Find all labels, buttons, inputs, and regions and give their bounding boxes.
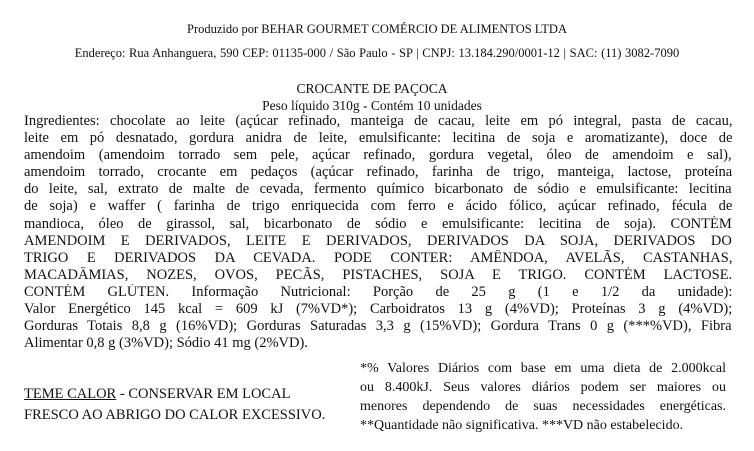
nutrition-line: Valor Energético 145 kcal = 609 kJ (7%VD*); Carboidratos 13 g (4%VD); Proteínas 3 g (4%VD); xyxy=(24,301,732,318)
ingredients-and-nutrition xyxy=(24,113,732,352)
storage-line-1 xyxy=(24,384,344,405)
nutrition-line: CONTÉM GLÚTEN. Informação Nutricional: Porção de 25 g (1 e 1/2 da unidade): xyxy=(24,283,732,300)
allergen-line: MACADÂMIAS, NOZES, OVOS, PECÃS, PISTACHES, SOJA E TRIGO. CONTÉM LACTOSE. xyxy=(24,266,732,283)
heat-warning: TEME CALOR xyxy=(24,386,117,402)
address-line: Endereço: Rua Anhanguera, 590 CEP: 01135-000 / São Paulo - SP | CNPJ: 13.184.290/0001-12 | SAC: (11) 3082-7090 xyxy=(74,46,680,60)
storage-instructions xyxy=(24,384,344,426)
producer-line: Produzido por BEHAR GOURMET COMÉRCIO DE ALIMENTOS LTDA xyxy=(187,22,567,36)
nutrition-line: Gorduras Totais 8,8 g (16%VD); Gorduras Saturadas 3,3 g (15%VD); Gordura Trans 0 g (***%VD), Fibra xyxy=(24,318,732,335)
ingredients-line: amendoim (amendoim torrado sem pele, açúcar refinado, gordura vegetal, óleo de amendoim e sal), xyxy=(24,147,732,164)
footnote-line: ou 8.400kJ. Seus valores diários podem ser maiores ou xyxy=(360,380,726,395)
daily-values-footnote xyxy=(360,359,726,435)
allergen-line: TRIGO E DERIVADOS DA CEVADA. PODE CONTER: AMÊNDOA, AVELÃS, CASTANHAS, xyxy=(24,249,732,266)
ingredients-line: leite em pó desnatado, gordura anidra de leite, emulsificante: lecitina de soja e aromatizante), doce de xyxy=(24,130,732,147)
storage-text: - CONSERVAR EM LOCAL xyxy=(116,386,291,402)
ingredients-line: amendoim torrado, crocante em pedaços (açúcar refinado, farinha de trigo, manteiga, lactose, proteína xyxy=(24,164,732,181)
footnote-line: menores dependendo de suas necessidades energéticas. xyxy=(360,399,726,414)
ingredients-line: mandioca, óleo de girassol, sal, bicarbonato de sódio e emulsificante: lecitina de soja). CONTÉM xyxy=(24,215,732,232)
ingredients-line: do leite, sal, extrato de malte de cevada, fermento químico bicarbonato de sódio e emulsificante: lecitina xyxy=(24,181,732,198)
allergen-line: AMENDOIM E DERIVADOS, LEITE E DERIVADOS, DERIVADOS DA SOJA, DERIVADOS DO xyxy=(24,232,732,249)
ingredients-line: Ingredientes: chocolate ao leite (açúcar refinado, manteiga de cacau, leite em pó integral, pasta de cacau, xyxy=(24,113,732,129)
footnote-line: **Quantidade não significativa. ***VD não estabelecido. xyxy=(360,418,684,433)
net-weight: Peso líquido 310g - Contém 10 unidades xyxy=(262,98,482,113)
nutrition-line: Alimentar 0,8 g (3%VD); Sódio 41 mg (2%VD). xyxy=(24,335,308,352)
storage-line-2: FRESCO AO ABRIGO DO CALOR EXCESSIVO. xyxy=(24,407,326,423)
footnote-line: *% Valores Diários com base em uma dieta de 2.000kcal xyxy=(360,361,726,376)
ingredients-line: de soja) e waffer ( farinha de trigo enriquecida com ferro e ácido fólico, açúcar refinado, fécula de xyxy=(24,198,732,215)
product-name: CROCANTE DE PAÇOCA xyxy=(296,81,448,96)
